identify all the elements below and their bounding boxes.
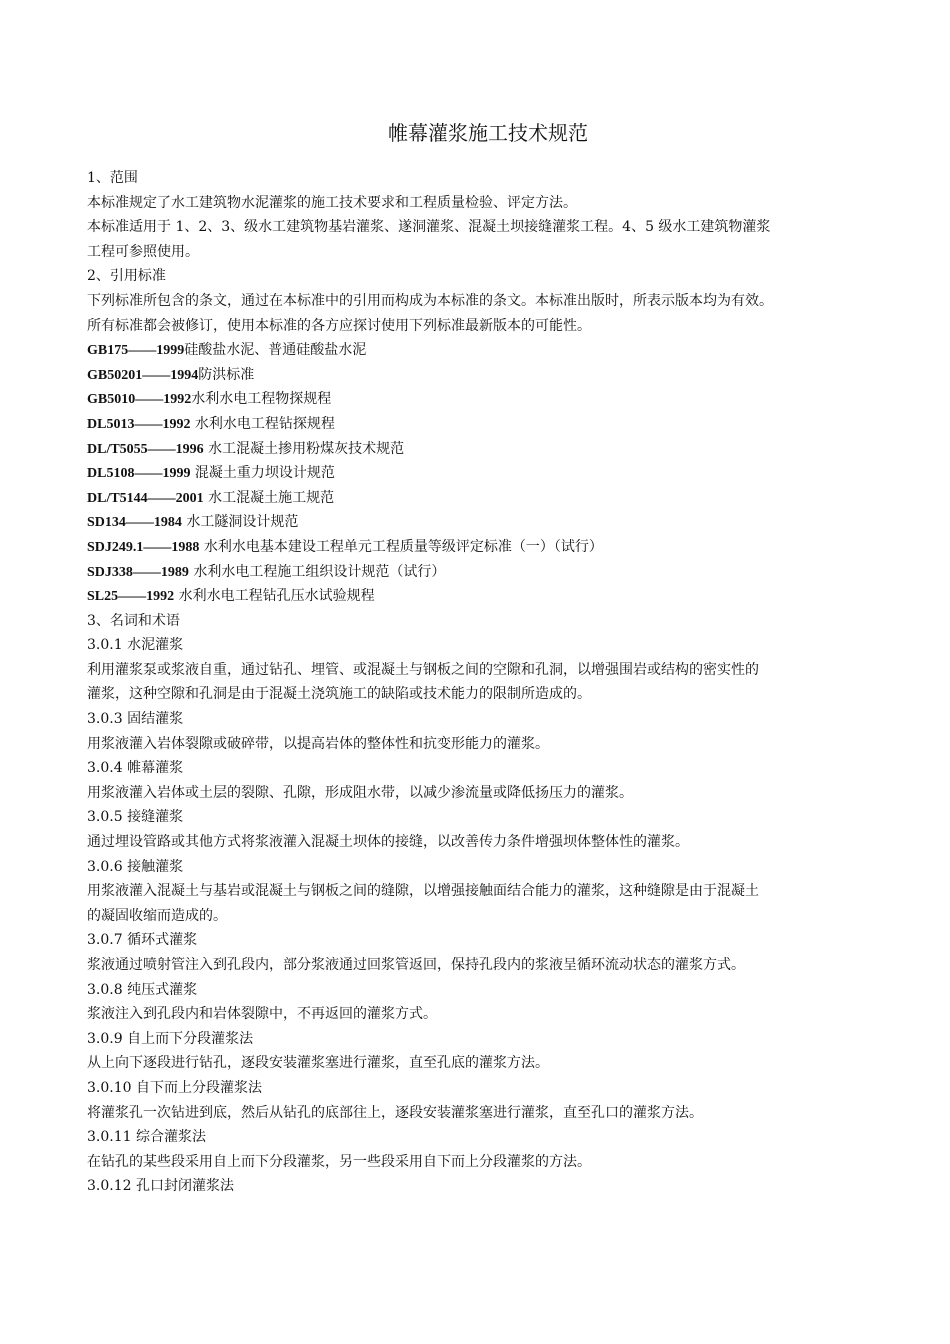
paragraph-line: 的凝固收缩而造成的。 — [87, 907, 227, 924]
term-heading: 3.0.8 纯压式灌浆 — [87, 981, 198, 998]
reference-item — [87, 486, 895, 511]
reference-name: 水工混凝土施工规范 — [203, 489, 335, 506]
reference-item — [87, 560, 895, 585]
term-heading: 3.0.11 综合灌浆法 — [87, 1129, 206, 1146]
reference-code: SDJ249.1——1988 — [87, 539, 200, 555]
term-heading: 3.0.12 孔口封闭灌浆法 — [87, 1178, 234, 1195]
term-heading: 3.0.9 自上而下分段灌浆法 — [87, 1030, 254, 1047]
section-heading: 2、引用标准 — [87, 268, 166, 285]
reference-item — [87, 437, 895, 462]
term-heading: 3.0.4 帷幕灌浆 — [87, 760, 184, 777]
paragraph-line: 本标准规定了水工建筑物水泥灌浆的施工技术要求和工程质量检验、评定方法。 — [87, 194, 577, 211]
section-heading: 1、范围 — [87, 170, 138, 186]
paragraph-line: 利用灌浆泵或浆液自重，通过钻孔、埋管、或混凝土与钢板之间的空隙和孔洞，以增强围岩或结构的密实性的 — [87, 661, 759, 678]
paragraph-line: 从上向下逐段进行钻孔，逐段安装灌浆塞进行灌浆，直至孔底的灌浆方法。 — [87, 1055, 549, 1072]
document-body — [87, 166, 895, 1199]
paragraph-line: 本标准适用于 1、2、3、级水工建筑物基岩灌浆、遂洞灌浆、混凝土坝接缝灌浆工程。4、5 级水工建筑物灌浆 — [87, 219, 771, 236]
reference-code: DL/T5055——1996 — [87, 441, 204, 457]
paragraph-line: 用浆液灌入岩体或土层的裂隙、孔隙，形成阻水带，以减少渗流量或降低扬压力的灌浆。 — [87, 784, 633, 801]
reference-item — [87, 363, 895, 388]
reference-item — [87, 387, 895, 412]
paragraph-line: 通过埋设管路或其他方式将浆液灌入混凝土坝体的接缝，以改善传力条件增强坝体整体性的灌浆。 — [87, 834, 689, 851]
reference-item — [87, 535, 895, 560]
reference-code: GB5010——1992 — [87, 392, 192, 408]
reference-item — [87, 412, 895, 437]
reference-code: DL/T5144——2001 — [87, 490, 204, 506]
paragraph-line: 用浆液灌入岩体裂隙或破碎带，以提高岩体的整体性和抗变形能力的灌浆。 — [87, 735, 549, 752]
reference-name: 水利水电工程钻探规程 — [190, 415, 335, 432]
reference-item — [87, 461, 895, 486]
reference-code: GB50201——1994 — [87, 367, 199, 383]
term-heading: 3.0.3 固结灌浆 — [87, 711, 184, 728]
reference-code: DL5108——1999 — [87, 466, 191, 482]
document-title: 帷幕灌浆施工技术规范 — [388, 121, 588, 145]
paragraph-line: 下列标准所包含的条文，通过在本标准中的引用而构成为本标准的条文。本标准出版时，所表示版本均为有效。 — [87, 292, 773, 309]
reference-name: 水利水电工程钻孔压水试验规程 — [174, 588, 375, 605]
term-heading: 3.0.7 循环式灌浆 — [87, 932, 198, 949]
paragraph-line: 浆液注入到孔段内和岩体裂隙中，不再返回的灌浆方式。 — [87, 1006, 437, 1023]
reference-item — [87, 338, 895, 363]
term-heading: 3.0.10 自下而上分段灌浆法 — [87, 1079, 262, 1096]
reference-name: 水工混凝土掺用粉煤灰技术规范 — [203, 440, 405, 457]
reference-name: 防洪标准 — [198, 366, 255, 383]
term-heading: 3.0.5 接缝灌浆 — [87, 809, 184, 826]
section-heading: 3、名词和术语 — [87, 612, 180, 629]
reference-code: SL25——1992 — [87, 589, 175, 605]
paragraph-line: 将灌浆孔一次钻进到底，然后从钻孔的底部往上，逐段安装灌浆塞进行灌浆，直至孔口的灌浆方法。 — [87, 1104, 703, 1121]
reference-name: 水利水电工程物探规程 — [191, 391, 332, 408]
reference-item — [87, 510, 895, 535]
paragraph-line: 在钻孔的某些段采用自上而下分段灌浆，另一些段采用自下而上分段灌浆的方法。 — [87, 1153, 591, 1170]
reference-name: 硅酸盐水泥、普通硅酸盐水泥 — [184, 342, 367, 359]
reference-code: SD134——1984 — [87, 515, 182, 531]
reference-name: 水利水电基本建设工程单元工程质量等级评定标准（一）（试行） — [199, 538, 603, 555]
reference-code: GB175——1999 — [87, 343, 185, 359]
paragraph-line: 浆液通过喷射管注入到孔段内，部分浆液通过回浆管返回，保持孔段内的浆液呈循环流动状态的灌浆方式。 — [87, 957, 745, 973]
paragraph-line: 灌浆，这种空隙和孔洞是由于混凝土浇筑施工的缺陷或技术能力的限制所造成的。 — [87, 686, 591, 703]
reference-code: SDJ338——1989 — [87, 564, 189, 580]
term-heading: 3.0.1 水泥灌浆 — [87, 637, 184, 654]
paragraph-line: 用浆液灌入混凝土与基岩或混凝土与钢板之间的缝隙，以增强接触面结合能力的灌浆，这种缝隙是由于混凝土 — [87, 883, 759, 900]
paragraph-line: 工程可参照使用。 — [87, 243, 199, 260]
reference-name: 水利水电工程施工组织设计规范（试行） — [188, 563, 446, 580]
reference-name: 混凝土重力坝设计规范 — [190, 465, 335, 482]
paragraph-line: 所有标准都会被修订，使用本标准的各方应探讨使用下列标准最新版本的可能性。 — [87, 317, 591, 334]
term-heading: 3.0.6 接触灌浆 — [87, 858, 184, 875]
reference-item — [87, 584, 895, 609]
reference-code: DL5013——1992 — [87, 416, 191, 432]
reference-name: 水工隧洞设计规范 — [181, 514, 299, 531]
